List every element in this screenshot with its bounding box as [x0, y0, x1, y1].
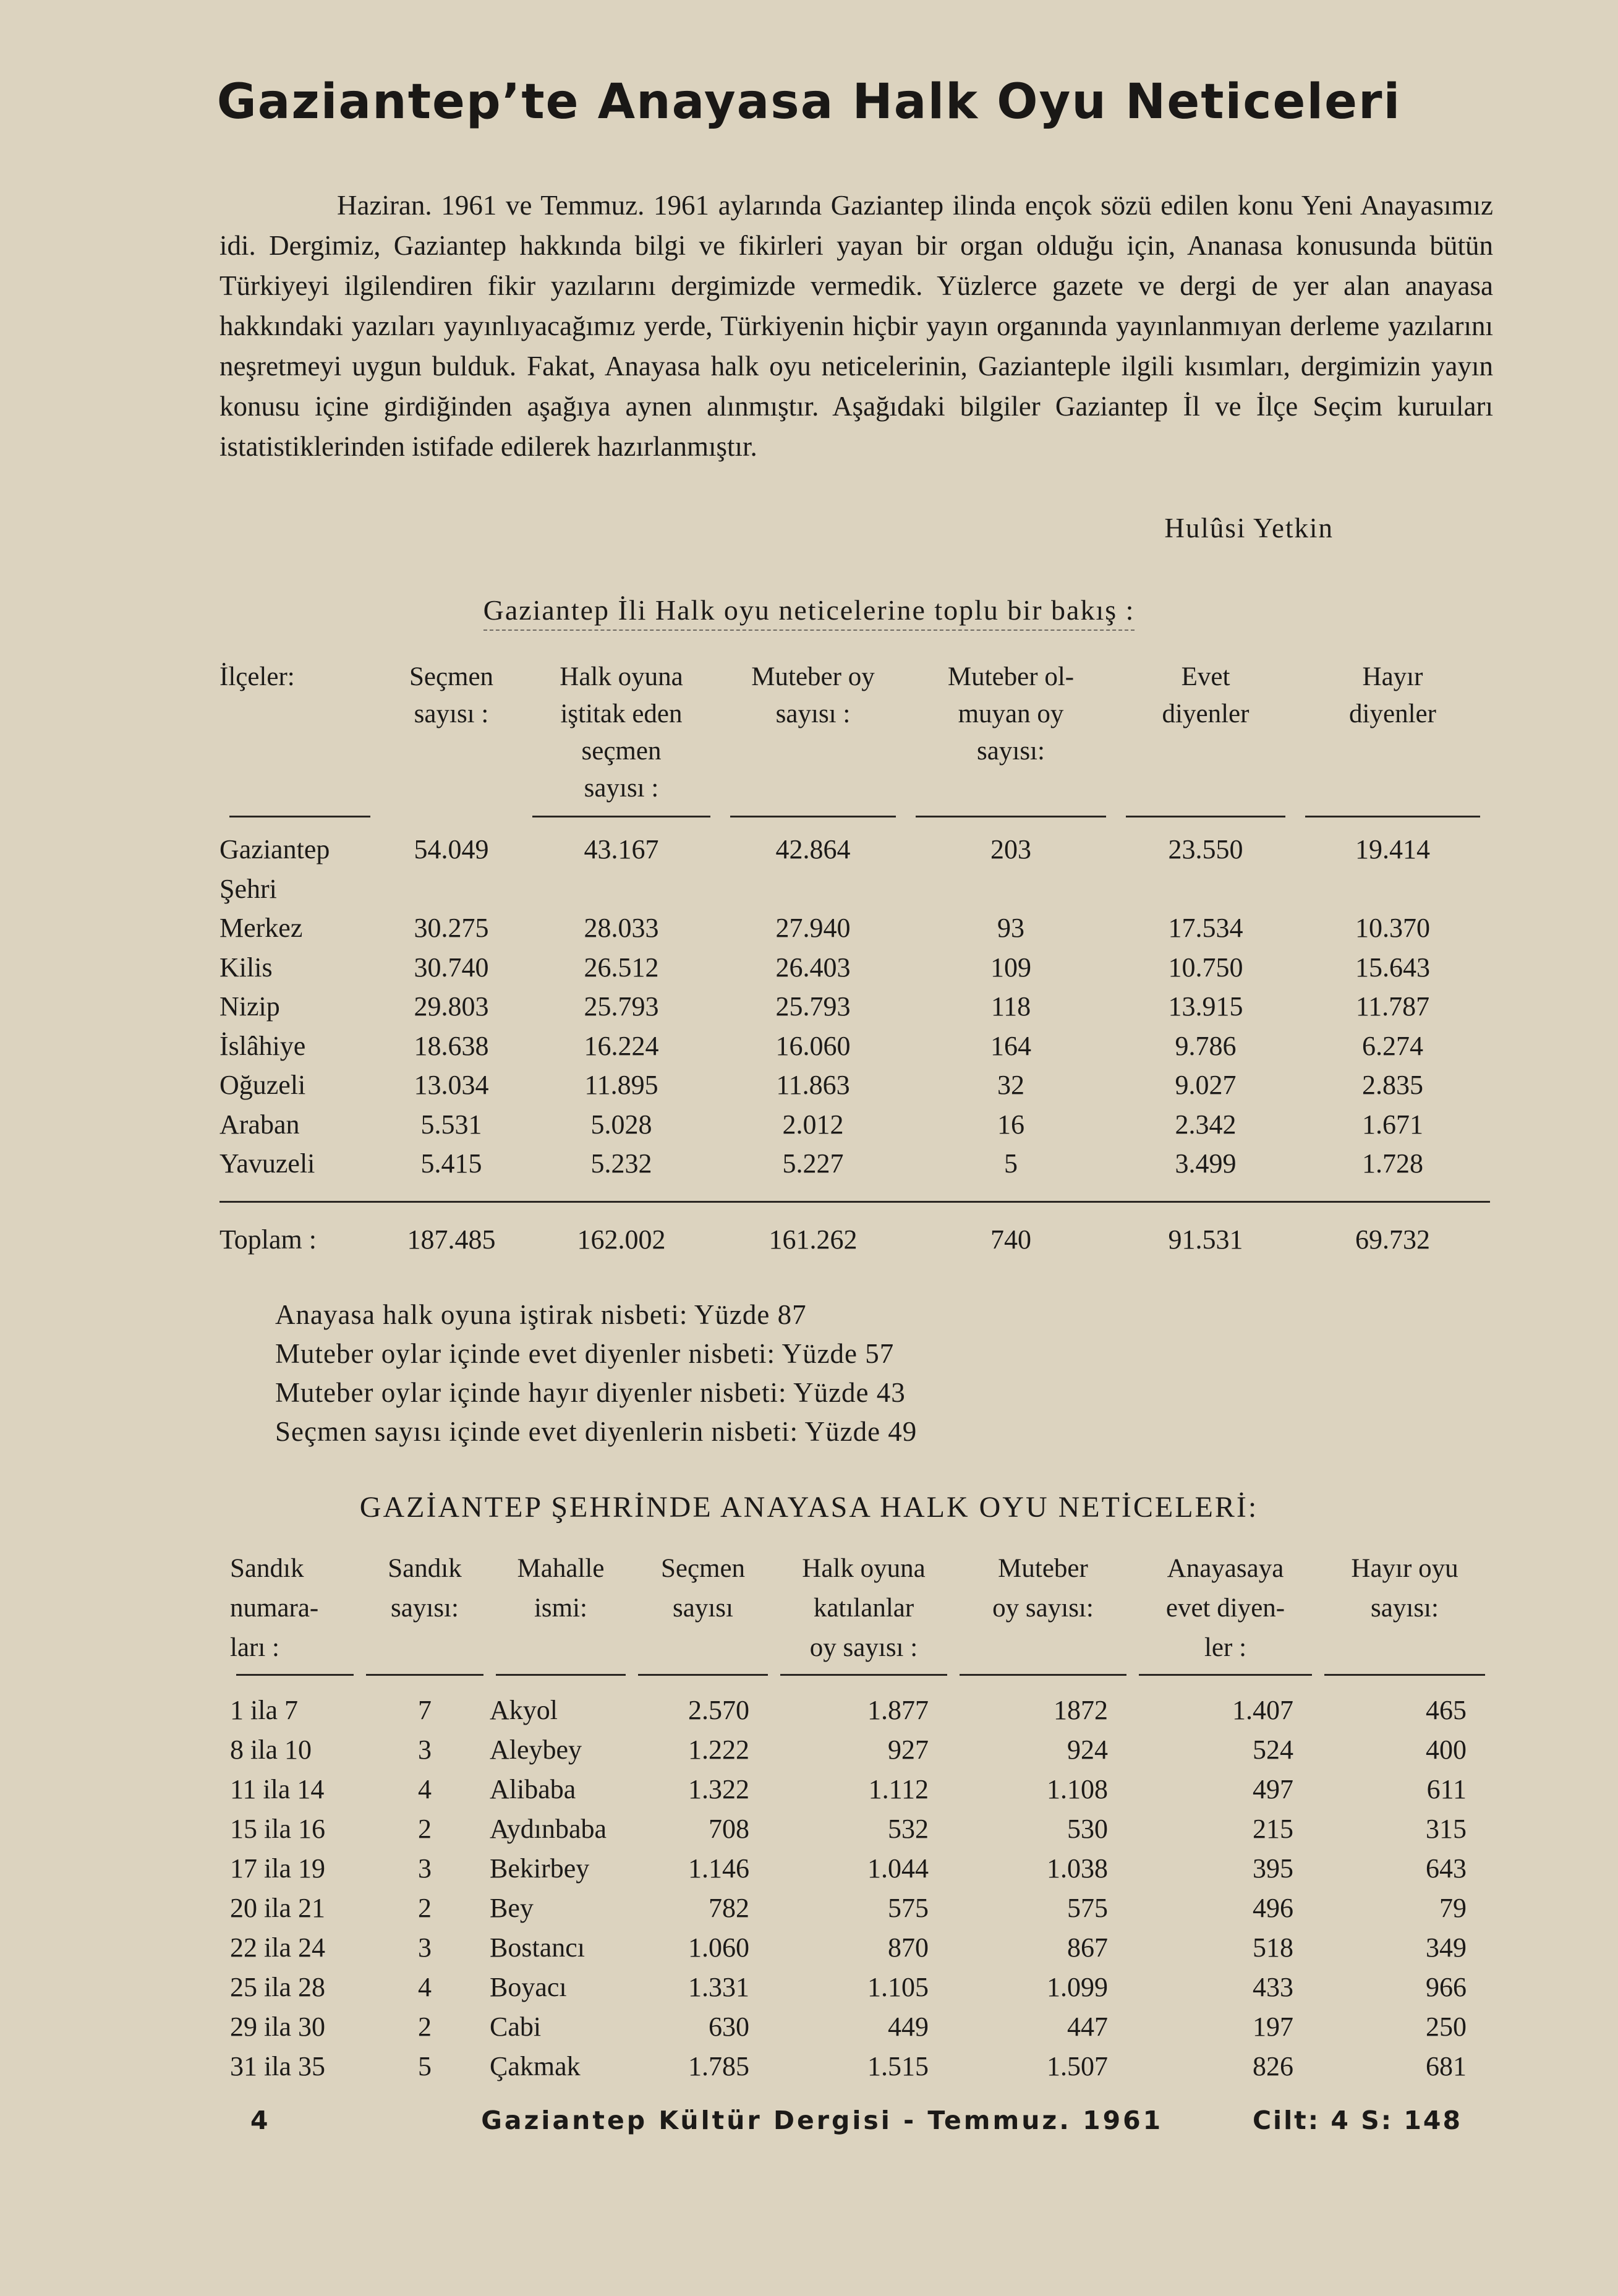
table-row	[219, 1065, 1490, 1105]
cell-value: 826	[1253, 2051, 1293, 2081]
col-header-neighborhood: Mahalle ismi:	[517, 1554, 605, 1623]
cell-value: 19.414	[1355, 834, 1430, 864]
total-label: Toplam :	[219, 1224, 317, 1255]
cell-value: 30.740	[414, 952, 489, 983]
cell-value: 3	[418, 1932, 432, 1963]
col-header-invalid-votes: Muteber ol- muyan oy sayısı:	[947, 662, 1075, 766]
cell-value: 3	[418, 1853, 432, 1884]
cell-value: 32	[997, 1070, 1024, 1100]
total-value: 187.485	[407, 1224, 496, 1255]
col-header-voters: Seçmen sayısı :	[409, 662, 494, 728]
district-name: Nizip	[219, 991, 280, 1022]
cell-value: 1.112	[868, 1774, 929, 1804]
col-header-valid-votes: Muteber oy sayısı :	[751, 662, 875, 728]
cell-value: 16.224	[584, 1030, 659, 1061]
cell-value: 5.232	[590, 1148, 652, 1179]
table-row	[230, 1849, 1491, 1888]
author-name: Hulûsi Yetkin	[1164, 513, 1334, 544]
cell-value: 5.227	[782, 1148, 844, 1179]
col-header-district: İlçeler:	[219, 662, 295, 691]
page-footer	[250, 2106, 1462, 2135]
cell-value: 5	[1004, 1148, 1018, 1179]
total-value: 162.002	[577, 1224, 666, 1255]
cell-value: 1.099	[1047, 1972, 1108, 2002]
district-name: Şehri	[219, 873, 277, 904]
cell-value: 395	[1253, 1853, 1293, 1884]
cell-value: 400	[1426, 1735, 1467, 1765]
cell-value: 524	[1253, 1735, 1293, 1765]
cell-value: 1.785	[688, 2051, 749, 2081]
cell-value: 18.638	[414, 1030, 489, 1061]
section1-title	[0, 594, 1618, 626]
col-header-participants: Halk oyuna iştitak eden seçmen sayısı :	[560, 662, 683, 803]
cell-value: 681	[1426, 2051, 1467, 2081]
cell-value: 11.787	[1355, 991, 1430, 1022]
cell-value: 643	[1426, 1853, 1467, 1884]
cell-value: 630	[709, 2012, 749, 2042]
neighborhood-name: Bekirbey	[490, 1853, 590, 1884]
cell-value: 215	[1253, 1814, 1293, 1844]
box-range: 31 ila 35	[230, 2051, 325, 2081]
neighborhood-name: Aydınbaba	[490, 1814, 607, 1844]
table-row	[230, 1770, 1491, 1809]
cell-value: 1.515	[867, 2051, 929, 2081]
cell-value: 9.027	[1175, 1070, 1237, 1100]
cell-value: 927	[888, 1735, 929, 1765]
city-results-table	[230, 1549, 1491, 2086]
table-row	[230, 1676, 1491, 1730]
cell-value: 1872	[1054, 1695, 1108, 1725]
neighborhood-name: Bey	[490, 1893, 534, 1923]
cell-value: 4	[418, 1972, 432, 2002]
district-name: İslâhiye	[219, 1030, 306, 1061]
cell-value: 5.028	[590, 1109, 652, 1140]
cell-value: 26.403	[775, 952, 851, 983]
district-name: Kilis	[219, 952, 273, 983]
cell-value: 43.167	[584, 834, 659, 864]
table-row	[219, 1144, 1490, 1184]
table-row	[219, 1026, 1490, 1066]
col-header-no: Hayır oyu sayısı:	[1351, 1554, 1458, 1623]
table-header-row	[230, 1549, 1491, 1674]
cell-value: 867	[1067, 1932, 1108, 1963]
box-range: 22 ila 24	[230, 1932, 325, 1963]
district-name: Araban	[219, 1109, 300, 1140]
cell-value: 3.499	[1175, 1148, 1237, 1179]
box-range: 15 ila 16	[230, 1814, 325, 1844]
box-range: 11 ila 14	[230, 1774, 325, 1804]
table-row	[230, 1928, 1491, 1968]
page-number: 4	[250, 2106, 268, 2135]
col-header-box-numbers: Sandık numara- ları :	[230, 1554, 319, 1662]
cell-value: 611	[1426, 1774, 1467, 1804]
section2-title: GAZİANTEP ŞEHRİNDE ANAYASA HALK OYU NETİCELERİ:	[359, 1491, 1259, 1524]
ratio-participation: Anayasa halk oyuna iştirak nisbeti: Yüzde 87	[275, 1299, 807, 1330]
cell-value: 2.570	[688, 1695, 749, 1725]
cell-value: 9.786	[1175, 1030, 1237, 1061]
cell-value: 6.274	[1362, 1030, 1423, 1061]
cell-value	[720, 869, 906, 909]
col-header-participants: Halk oyuna katılanlar oy sayısı :	[802, 1554, 926, 1662]
district-name: Gaziantep	[219, 834, 330, 864]
cell-value: 42.864	[775, 834, 851, 864]
journal-name: Gaziantep Kültür Dergisi - Temmuz. 1961	[481, 2106, 1164, 2135]
cell-value: 28.033	[584, 913, 659, 943]
volume-info: Cilt: 4 S: 148	[1252, 2106, 1462, 2135]
cell-value: 25.793	[775, 991, 851, 1022]
box-range: 25 ila 28	[230, 1972, 325, 2002]
cell-value: 924	[1067, 1735, 1108, 1765]
cell-value: 1.671	[1362, 1109, 1423, 1140]
cell-value: 93	[997, 913, 1024, 943]
cell-value: 530	[1067, 1814, 1108, 1844]
cell-value: 1.222	[688, 1735, 749, 1765]
col-header-yes: Evet diyenler	[1162, 662, 1250, 728]
cell-value: 966	[1426, 1972, 1467, 2002]
cell-value: 79	[1439, 1893, 1467, 1923]
cell-value: 13.034	[414, 1070, 489, 1100]
cell-value: 25.793	[584, 991, 659, 1022]
cell-value: 497	[1253, 1774, 1293, 1804]
cell-value: 15.643	[1355, 952, 1430, 983]
cell-value: 449	[888, 2012, 929, 2042]
cell-value: 2	[418, 1814, 432, 1844]
cell-value: 2.012	[782, 1109, 844, 1140]
cell-value: 1.407	[1232, 1695, 1293, 1725]
cell-value: 197	[1253, 2012, 1293, 2042]
total-value: 69.732	[1355, 1224, 1430, 1255]
cell-value: 2.835	[1362, 1070, 1423, 1100]
cell-value: 2.342	[1175, 1109, 1237, 1140]
page-title: Gaziantep’te Anayasa Halk Oyu Neticeleri	[216, 74, 1402, 130]
cell-value: 10.750	[1168, 952, 1243, 983]
cell-value: 1.322	[688, 1774, 749, 1804]
cell-value: 5.531	[420, 1109, 482, 1140]
cell-value: 1.331	[688, 1972, 749, 2002]
cell-value: 118	[990, 991, 1031, 1022]
total-rule	[219, 1184, 1490, 1202]
table-header-row	[219, 659, 1490, 816]
ratio-no-valid: Muteber oylar içinde hayır diyenler nisbeti: Yüzde 43	[275, 1377, 906, 1408]
table-row	[219, 869, 1490, 909]
table-row	[230, 2047, 1491, 2086]
table-row	[230, 1809, 1491, 1849]
col-header-box-count: Sandık sayısı:	[388, 1554, 462, 1623]
cell-value: 1.108	[1047, 1774, 1108, 1804]
district-name: Oğuzeli	[219, 1070, 306, 1100]
table-row	[230, 2007, 1491, 2047]
cell-value: 2	[418, 2012, 432, 2042]
cell-value: 870	[888, 1932, 929, 1963]
cell-value: 10.370	[1355, 913, 1430, 943]
cell-value: 26.512	[584, 952, 659, 983]
cell-value: 7	[418, 1695, 432, 1725]
box-range: 17 ila 19	[230, 1853, 325, 1884]
cell-value: 575	[1067, 1893, 1108, 1923]
cell-value: 1.105	[867, 1972, 929, 2002]
cell-value: 4	[418, 1774, 432, 1804]
cell-value: 27.940	[775, 913, 851, 943]
table-row	[219, 908, 1490, 948]
cell-value	[380, 869, 522, 909]
neighborhood-name: Cabi	[490, 2012, 542, 2042]
table-row	[219, 817, 1490, 869]
cell-value: 250	[1426, 2012, 1467, 2042]
cell-value: 5	[418, 2051, 432, 2081]
cell-value: 496	[1253, 1893, 1293, 1923]
district-name: Merkez	[219, 913, 303, 943]
cell-value: 1.060	[688, 1932, 749, 1963]
table-row	[219, 1105, 1490, 1145]
cell-value: 3	[418, 1735, 432, 1765]
cell-value: 575	[888, 1893, 929, 1923]
cell-value: 1.038	[1047, 1853, 1108, 1884]
total-value: 740	[990, 1224, 1031, 1255]
cell-value: 518	[1253, 1932, 1293, 1963]
total-value: 161.262	[769, 1224, 858, 1255]
cell-value: 1.728	[1362, 1148, 1423, 1179]
cell-value: 465	[1426, 1695, 1467, 1725]
cell-value: 708	[709, 1814, 749, 1844]
cell-value: 54.049	[414, 834, 489, 864]
cell-value	[906, 869, 1116, 909]
cell-value: 164	[990, 1030, 1031, 1061]
cell-value: 2	[418, 1893, 432, 1923]
cell-value: 203	[990, 834, 1031, 864]
cell-value: 109	[990, 952, 1031, 983]
table-row	[230, 1968, 1491, 2007]
total-row	[219, 1201, 1490, 1259]
col-header-valid-votes: Muteber oy sayısı:	[992, 1554, 1094, 1623]
cell-value: 1.044	[867, 1853, 929, 1884]
ratio-yes-valid: Muteber oylar içinde evet diyenler nisbeti: Yüzde 57	[275, 1338, 895, 1369]
cell-value: 29.803	[414, 991, 489, 1022]
cell-value: 16	[997, 1109, 1024, 1140]
cell-value: 13.915	[1168, 991, 1243, 1022]
cell-value: 11.863	[776, 1070, 850, 1100]
box-range: 20 ila 21	[230, 1893, 325, 1923]
neighborhood-name: Bostancı	[490, 1932, 585, 1963]
neighborhood-name: Boyacı	[490, 1972, 567, 2002]
section1-title-text: Gaziantep İli Halk oyu neticelerine toplu bir bakış :	[483, 594, 1135, 631]
total-value: 91.531	[1168, 1224, 1243, 1255]
district-name: Yavuzeli	[219, 1148, 315, 1179]
cell-value: 5.415	[420, 1148, 482, 1179]
cell-value: 1.877	[867, 1695, 929, 1725]
neighborhood-name: Alibaba	[490, 1774, 576, 1804]
cell-value: 315	[1426, 1814, 1467, 1844]
intro-text: Haziran. 1961 ve Temmuz. 1961 aylarında Gaziantep ilinda ençok sözü edilen konu Yeni Anayasımız idi. Dergimiz, Gaziantep hakkında bilgi ve fikirleri yayan bir organ olduğu için, Ananasa konusunda bütün Türkiyeyi ilgilendiren fikir yazılarını dergimizde vermedik. Yüzlerce gazete ve dergi de yer alan anayasa hakkındaki yazıları yayınlıyacağımız yerde, Türkiyenin hiçbir yayın organında yayınlanmıyan derleme yazılarını neşretmeyi uygun bulduk. Fakat, Anayasa halk oyu neticelerinin, Gazianteple ilgili kısımları, dergimizin yayın konusu içine girdiğinden aşağıya aynen alınmıştır. Aşağıdaki bilgiler Gaziantep İl ve İlçe Seçim kuruıları istatistiklerinden istifade edilerek hazırlanmıştır.	[219, 190, 1493, 462]
neighborhood-name: Çakmak	[490, 2051, 581, 2081]
cell-value: 532	[888, 1814, 929, 1844]
box-range: 29 ila 30	[230, 2012, 325, 2042]
cell-value: 17.534	[1168, 913, 1243, 943]
cell-value: 1.146	[688, 1853, 749, 1884]
table-row	[219, 948, 1490, 988]
cell-value: 11.895	[584, 1070, 658, 1100]
col-header-yes: Anayasaya evet diyen- ler :	[1165, 1554, 1285, 1662]
box-range: 1 ila 7	[230, 1695, 298, 1725]
table-row	[230, 1888, 1491, 1928]
cell-value: 433	[1253, 1972, 1293, 2002]
cell-value: 30.275	[414, 913, 489, 943]
cell-value: 782	[709, 1893, 749, 1923]
cell-value: 23.550	[1168, 834, 1243, 864]
intro-paragraph	[219, 186, 1493, 467]
cell-value: 349	[1426, 1932, 1467, 1963]
ratio-yes-voters: Seçmen sayısı içinde evet diyenlerin nisbeti: Yüzde 49	[275, 1416, 918, 1447]
neighborhood-name: Akyol	[490, 1695, 558, 1725]
box-range: 8 ila 10	[230, 1735, 312, 1765]
col-header-no: Hayır diyenler	[1349, 662, 1436, 728]
cell-value: 1.507	[1047, 2051, 1108, 2081]
cell-value: 16.060	[775, 1030, 851, 1061]
table-row	[230, 1730, 1491, 1770]
cell-value	[522, 869, 720, 909]
cell-value	[1295, 869, 1490, 909]
province-results-table	[219, 659, 1490, 1259]
ratio-list	[275, 1295, 917, 1451]
col-header-voters: Seçmen sayısı	[660, 1554, 746, 1623]
cell-value	[1116, 869, 1295, 909]
neighborhood-name: Aleybey	[490, 1735, 582, 1765]
cell-value: 447	[1067, 2012, 1108, 2042]
table-row	[219, 987, 1490, 1026]
